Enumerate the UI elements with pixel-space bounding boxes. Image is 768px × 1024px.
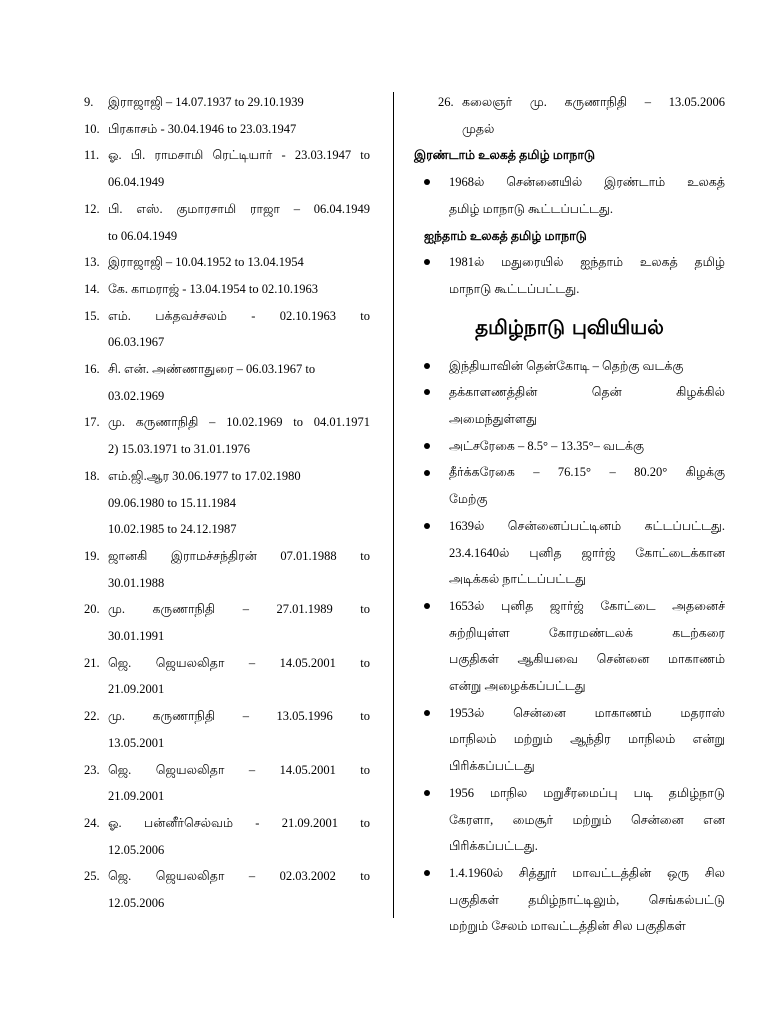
heading-second-conference: இரண்டாம் உலகத் தமிழ் மாநாடு: [414, 148, 596, 163]
bullet-line: தமிழ் மாநாடு கூட்டப்பட்டது.: [449, 201, 613, 216]
list-item-line: மு. கருணாநிதி – 27.01.1989 to: [108, 602, 370, 617]
list-item-number: 20.: [84, 602, 100, 617]
bullet-line: சுற்றியுள்ள கோரமண்டலக் கடற்கரை: [449, 625, 725, 640]
list-item: [84, 116, 370, 143]
bullet-line: பிரிக்கப்பட்டது.: [449, 839, 538, 854]
list-item-number: 9.: [84, 95, 94, 109]
list-item-line: 12.05.2006: [108, 896, 165, 911]
bullet-line: 1956 மாநில மறுசீரமைப்பு படி தமிழ்நாடு: [449, 785, 725, 800]
list-item-line: to 06.04.1949: [108, 228, 178, 243]
list-item: [84, 409, 370, 462]
bullet-line: அடிக்கல் நாட்டப்பட்டது: [449, 572, 587, 587]
list-item-number: 24.: [84, 815, 100, 830]
list-item-number: 13.: [84, 255, 100, 270]
bullet-line: இந்தியாவின் தென்கோடி – தெற்கு வடக்கு: [449, 358, 684, 373]
bullet-item: [414, 513, 725, 593]
bullet-line: மாநாடு கூட்டப்பட்டது.: [449, 281, 580, 296]
bullet-line: 1639ல் சென்னைப்பட்டினம் கட்டப்பட்டது.: [449, 518, 725, 533]
list-item: [84, 596, 370, 649]
bullet-line: அட்சரேகை – 8.5° – 13.35°– வடக்கு: [449, 438, 644, 453]
bullet-line: பகுதிகள் ஆகியவை சென்னை மாகாணம்: [449, 652, 725, 667]
list-item: [84, 303, 370, 356]
list-item: [84, 757, 370, 810]
list-item-line: 21.09.2001: [108, 789, 165, 804]
bullet-dot: [414, 860, 449, 940]
list-item: [84, 249, 370, 276]
list-item-number: 26.: [438, 95, 454, 109]
bullet-item: [414, 249, 725, 302]
bullet-item: [414, 433, 725, 460]
list-item-line: 12.05.2006: [108, 842, 165, 857]
right-column: [414, 89, 725, 940]
list-item-line: 10.02.1985 to 24.12.1987: [108, 522, 237, 537]
heading-fifth-conference: ஐந்தாம் உலகத் தமிழ் மாநாடு: [424, 228, 587, 243]
list-item-number: 12.: [84, 201, 100, 216]
bullet-dot: [414, 379, 449, 432]
bullet-item: [414, 700, 725, 780]
list-item-line: ஜானகி இராமச்சந்திரன் 07.01.1988 to: [108, 548, 370, 563]
list-item-line: எம். பக்தவச்சலம் - 02.10.1963 to: [108, 308, 370, 323]
list-item-number: 21.: [84, 655, 100, 670]
bullet-dot: [414, 353, 449, 380]
list-item-number: 11.: [84, 148, 100, 163]
left-column: [84, 89, 370, 917]
bullet-line: 23.4.1640ல் புனித ஜார்ஜ் கோட்டைக்கான: [449, 545, 725, 560]
bullet-line: அமைந்துள்ளது: [449, 412, 538, 427]
list-item: [84, 89, 370, 116]
bullet-line: 1968ல் சென்னையில் இரண்டாம் உலகத்: [449, 175, 725, 190]
list-item-number: 23.: [84, 762, 100, 777]
bullet-item: [414, 780, 725, 860]
bullet-line: மேற்கு: [449, 492, 488, 507]
bullet-dot: [414, 700, 449, 780]
bullet-dot: [414, 459, 449, 512]
list-item-line: இராஜாஜி – 10.04.1952 to 13.04.1954: [108, 255, 304, 270]
column-divider: [393, 92, 394, 918]
bullet-line: 1981ல் மதுரையில் ஐந்தாம் உலகத் தமிழ்: [449, 255, 725, 270]
list-item-line: முதல்: [462, 121, 495, 136]
list-item-line: ஓ. பி. ராமசாமி ரெட்டியார் - 23.03.1947 to: [108, 148, 370, 163]
list-item-line: ஜெ. ஜெயலலிதா – 14.05.2001 to: [108, 655, 370, 670]
list-item: [84, 276, 370, 303]
list-item-line: மு. கருணாநிதி – 13.05.1996 to: [108, 709, 370, 724]
list-item-line: பி. எஸ். குமாரசாமி ராஜா – 06.04.1949: [108, 201, 370, 216]
bullet-line: பிரிக்கப்பட்டது: [449, 759, 535, 774]
list-item-number: 10.: [84, 121, 100, 136]
list-item: [84, 356, 370, 409]
geography-bullet-list: [414, 353, 725, 940]
list-item-number: 16.: [84, 362, 100, 377]
list-item-line: பிரகாசம் - 30.04.1946 to 23.03.1947: [108, 121, 297, 136]
list-item: [84, 142, 370, 195]
list-item: [84, 703, 370, 756]
bullet-item: [414, 169, 725, 222]
list-item-line: 30.01.1991: [108, 629, 165, 644]
list-item-line: 06.03.1967: [108, 335, 165, 350]
list-item-line: 09.06.1980 to 15.11.1984: [108, 495, 237, 510]
list-item-line: ஜெ. ஜெயலலிதா – 02.03.2002 to: [108, 869, 370, 884]
bullet-item: [414, 353, 725, 380]
list-item-number: 15.: [84, 308, 100, 323]
bullet-dot: [414, 249, 449, 302]
bullet-dot: [414, 513, 449, 593]
list-item: [84, 196, 370, 249]
list-item-line: 30.01.1988: [108, 575, 165, 590]
list-item-number: 17.: [84, 415, 100, 430]
list-item-line: இராஜாஜி – 14.07.1937 to 29.10.1939: [108, 95, 304, 109]
bullet-item: [414, 860, 725, 940]
bullet-line: 1.4.1960ல் சித்தூர் மாவட்டத்தின் ஒரு சில: [449, 865, 725, 880]
bullet-line: கேரளா, மைசூர் மற்றும் சென்னை என: [449, 812, 725, 827]
bullet-dot: [414, 780, 449, 860]
bullet-line: மாநிலம் மற்றும் ஆந்திர மாநிலம் என்று: [449, 732, 725, 747]
bullet-line: மற்றும் சேலம் மாவட்டத்தின் சில பகுதிகள்: [449, 919, 686, 934]
list-item-number: 14.: [84, 281, 100, 296]
list-item: [84, 650, 370, 703]
bullet-dot: [414, 593, 449, 700]
list-item-number: 18.: [84, 468, 100, 483]
list-item-line: ஓ. பன்னீர்செல்வம் - 21.09.2001 to: [108, 815, 370, 830]
list-item-line: சி. என். அண்ணாதுரை – 06.03.1967 to: [108, 362, 316, 377]
list-item: [84, 810, 370, 863]
list-item-line: 2) 15.03.1971 to 31.01.1976: [108, 442, 251, 457]
list-item-line: கே. காமராஜ் - 13.04.1954 to 02.10.1963: [108, 281, 319, 296]
list-item-line: எம்.ஜி.ஆர 30.06.1977 to 17.02.1980: [108, 468, 301, 483]
section-title: தமிழ்நாடு புவியியல்: [475, 314, 664, 339]
bullet-dot: [414, 169, 449, 222]
list-item-line: 06.04.1949: [108, 175, 165, 190]
list-item-line: 13.05.2001: [108, 735, 165, 750]
list-item-number: 22.: [84, 709, 100, 724]
bullet-item: [414, 379, 725, 432]
list-item-line: ஜெ. ஜெயலலிதா – 14.05.2001 to: [108, 762, 370, 777]
bullet-line: 1953ல் சென்னை மாகாணம் மதராஸ்: [449, 705, 725, 720]
list-item-number: 19.: [84, 548, 100, 563]
list-item-line: மு. கருணாநிதி – 10.02.1969 to 04.01.1971: [108, 415, 370, 430]
bullet-line: தக்காளணத்தின் தென் கிழக்கில்: [449, 385, 725, 400]
list-item-line: கலைஞர் மு. கருணாநிதி – 13.05.2006: [462, 95, 725, 109]
bullet-item: [414, 593, 725, 700]
list-item-line: 03.02.1969: [108, 388, 165, 403]
bullet-line: 1653ல் புனித ஜார்ஜ் கோட்டை அதனைச்: [449, 598, 725, 613]
bullet-dot: [414, 433, 449, 460]
list-item: [84, 863, 370, 916]
bullet-line: என்று அழைக்கப்பட்டது: [449, 679, 586, 694]
list-item-line: 21.09.2001: [108, 682, 165, 697]
list-item: [84, 463, 370, 543]
list-item-number: 25.: [84, 869, 100, 884]
bullet-line: பகுதிகள் தமிழ்நாட்டிலும், செங்கல்பட்டு: [449, 892, 725, 907]
bullet-item: [414, 459, 725, 512]
bullet-line: தீர்க்கரேகை – 76.15° – 80.20° கிழக்கு: [449, 465, 725, 480]
list-item: [84, 543, 370, 596]
list-item: [414, 89, 725, 142]
